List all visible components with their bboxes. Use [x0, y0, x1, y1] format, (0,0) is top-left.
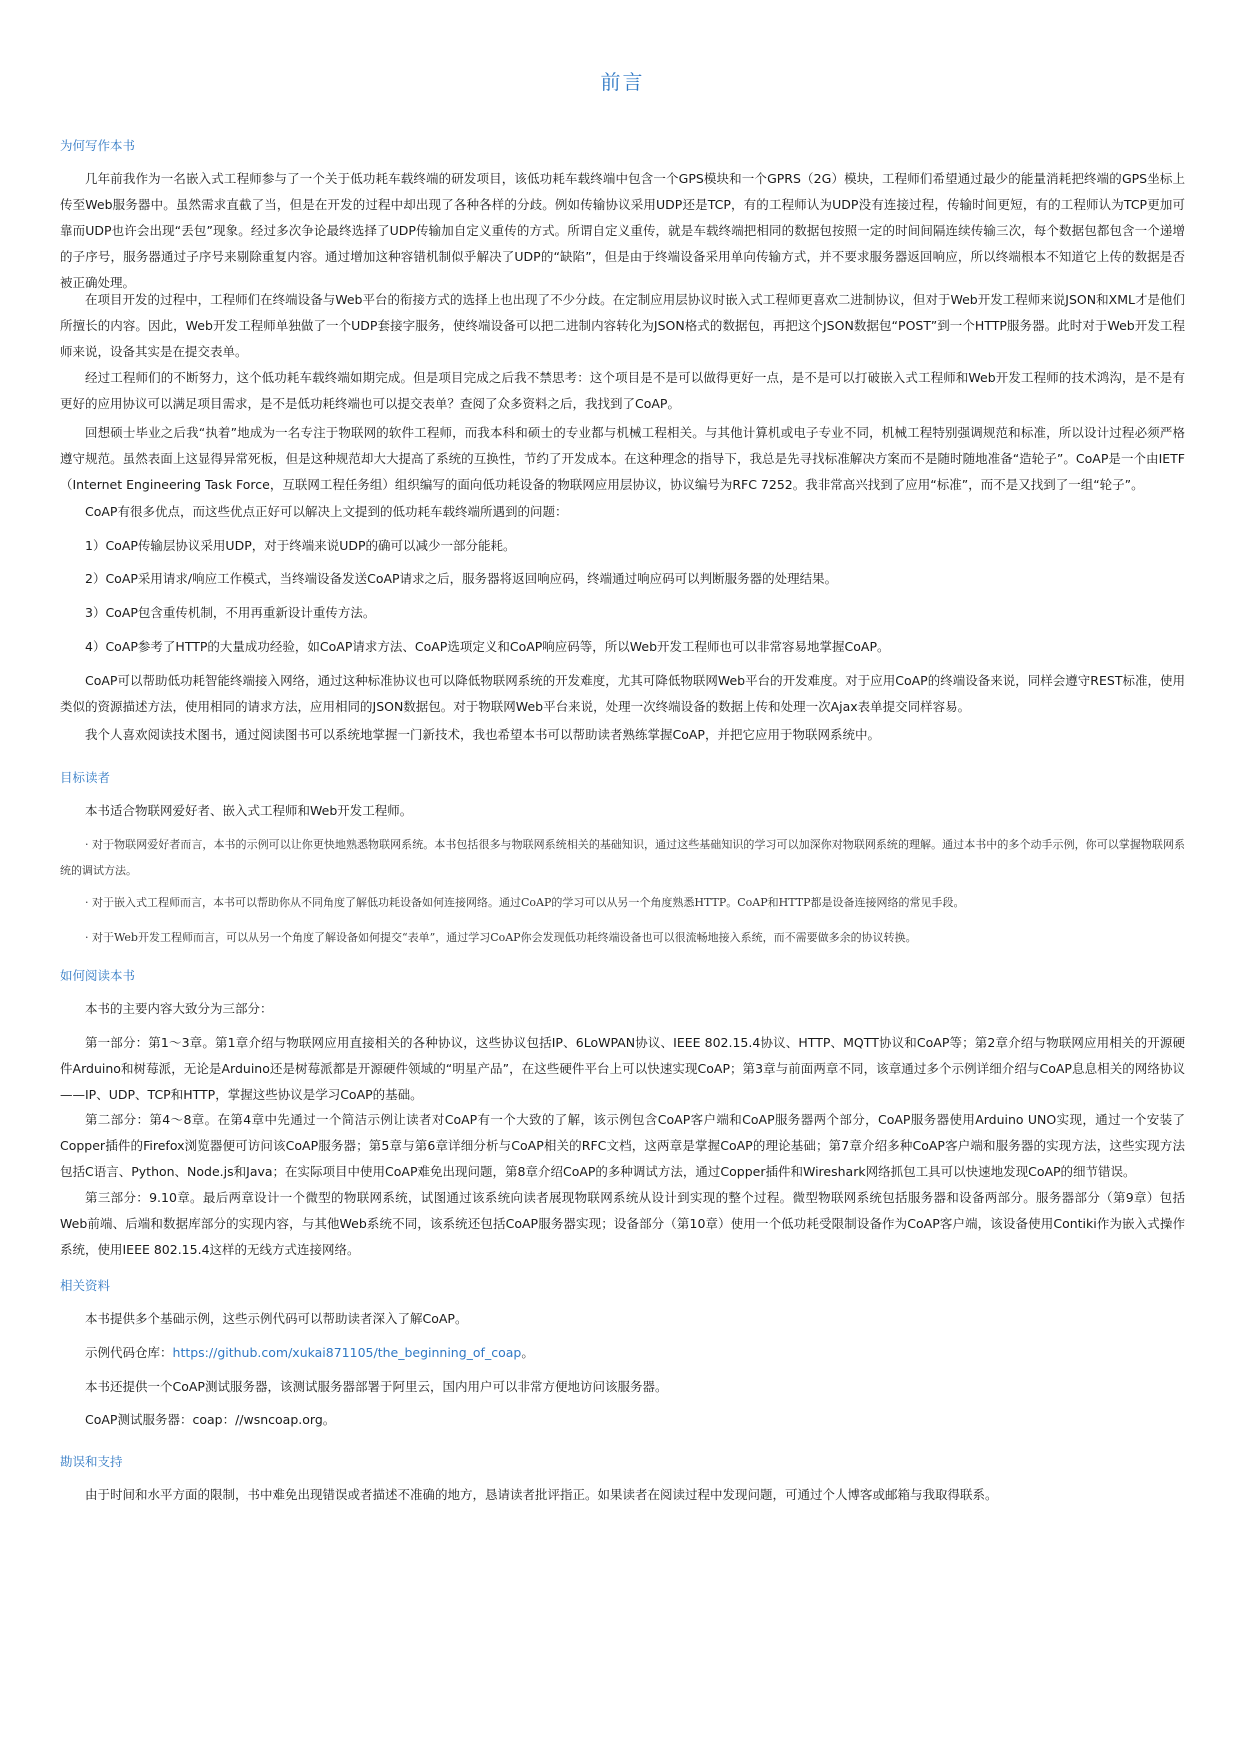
paragraph: 第三部分：9.10章。最后两章设计一个微型的物联网系统，试图通过该系统向读者展现物联网系统从设计到实现的整个过程。微型物联网系统包括服务器和设备两部分。服务器部分（第9章）包括Web前端、后端和数据库部分的实现内容，与其他Web系统不同，该系统还包括CoAP服务器实现；设备部分（第10章）使用一个低功耗受限制设备作为CoAP客户端，该设备使用Contiki作为嵌入式操作系统，使用IEEE 802.15.4这样的无线方式连接网络。: [60, 1190, 1185, 1257]
list-item: · 对于Web开发工程师而言，可以从另一个角度了解设备如何提交“表单”，通过学习CoAP你会发现低功耗终端设备也可以很流畅地接入系统，而不需要做多余的协议转换。: [85, 931, 917, 944]
section-heading-errata: 勘误和支持: [60, 1454, 123, 1469]
paragraph: 本书适合物联网爱好者、嵌入式工程师和Web开发工程师。: [85, 803, 413, 818]
page-title: 前言: [600, 70, 645, 94]
paragraph: 本书的主要内容大致分为三部分：: [85, 1001, 273, 1016]
section-heading-resources: 相关资料: [60, 1278, 111, 1293]
paragraph: 我个人喜欢阅读技术图书，通过阅读图书可以系统地掌握一门新技术，我也希望本书可以帮助读者熟练掌握CoAP，并把它应用于物联网系统中。: [85, 727, 880, 742]
repo-label: 示例代码仓库：: [85, 1345, 173, 1360]
section-heading-readers: 目标读者: [60, 770, 111, 785]
list-item: 2）CoAP采用请求/响应工作模式，当终端设备发送CoAP请求之后，服务器将返回响应码，终端通过响应码可以判断服务器的处理结果。: [85, 571, 838, 586]
paragraph: 第一部分：第1～3章。第1章介绍与物联网应用直接相关的各种协议，这些协议包括IP、6LoWPAN协议、IEEE 802.15.4协议、HTTP、MQTT协议和CoAP等；第2章介绍与物联网应用相关的开源硬件Arduino和树莓派，无论是Arduino还是树莓派都是开源硬件领域的“明星产品”，在这些硬件平台上可以快速实现CoAP；第3章与前面两章不同，该章通过多个示例详细介绍与CoAP息息相关的网络协议——IP、UDP、TCP和HTTP，掌握这些协议是学习CoAP的基础。: [60, 1035, 1185, 1102]
section-heading-howto: 如何阅读本书: [60, 968, 136, 983]
list-item: 3）CoAP包含重传机制，不用再重新设计重传方法。: [85, 605, 376, 620]
paragraph: 经过工程师们的不断努力，这个低功耗车载终端如期完成。但是项目完成之后我不禁思考：这个项目是不是可以做得更好一点，是不是可以打破嵌入式工程师和Web开发工程师的技术鸿沟，是不是有更好的应用协议可以满足项目需求，是不是低功耗终端也可以提交表单？查阅了众多资料之后，我找到了CoAP。: [60, 370, 1185, 411]
repo-link[interactable]: https://github.com/xukai871105/the_beginning_of_coap: [172, 1345, 522, 1360]
list-item: · 对于物联网爱好者而言，本书的示例可以让你更快地熟悉物联网系统。本书包括很多与物联网系统相关的基础知识，通过这些基础知识的学习可以加深你对物联网系统的理解。通过本书中的多个动手示例，你可以掌握物联网系统的调试方法。: [60, 838, 1185, 877]
repo-suffix: 。: [521, 1345, 534, 1360]
paragraph: 几年前我作为一名嵌入式工程师参与了一个关于低功耗车载终端的研发项目，该低功耗车载终端中包含一个GPS模块和一个GPRS（2G）模块，工程师们希望通过最少的能量消耗把终端的GPS坐标上传至Web服务器中。虽然需求直截了当，但是在开发的过程中却出现了各种各样的分歧。例如传输协议采用UDP还是TCP，有的工程师认为UDP没有连接过程，传输时间更短，有的工程师认为TCP更加可靠而UDP也许会出现“丢包”现象。经过多次争论最终选择了UDP传输加自定义重传的方式。所谓自定义重传，就是车载终端把相同的数据包按照一定的时间间隔连续传输三次，每个数据包都包含一个递增的子序号，服务器通过子序号来剔除重复内容。通过增加这种容错机制似乎解决了UDP的“缺陷”，但是由于终端设备采用单向传输方式，并不要求服务器返回响应，所以终端根本不知道它上传的数据是否被正确处理。: [60, 171, 1185, 290]
paragraph: 由于时间和水平方面的限制，书中难免出现错误或者描述不准确的地方，恳请读者批评指正。如果读者在阅读过程中发现问题，可通过个人博客或邮箱与我取得联系。: [85, 1487, 998, 1502]
list-item: · 对于嵌入式工程师而言，本书可以帮助你从不同角度了解低功耗设备如何连接网络。通过CoAP的学习可以从另一个角度熟悉HTTP。CoAP和HTTP都是设备连接网络的常见手段。: [85, 896, 965, 909]
paragraph: 回想硕士毕业之后我“执着”地成为一名专注于物联网的软件工程师，而我本科和硕士的专业都与机械工程相关。与其他计算机或电子专业不同，机械工程特别强调规范和标准，所以设计过程必须严格遵守规范。虽然表面上这显得异常死板，但是这种规范却大大提高了系统的互换性，节约了开发成本。在这种理念的指导下，我总是先寻找标准解决方案而不是随时随地准备“造轮子”。CoAP是一个由IETF（Internet Engineering Task Force，互联网工程任务组）组织编写的面向低功耗设备的物联网应用层协议，协议编号为RFC 7252。我非常高兴找到了应用“标准”，而不是又找到了一组“轮子”。: [60, 425, 1185, 492]
repo-line: [60, 1340, 1185, 1366]
paragraph: CoAP可以帮助低功耗智能终端接入网络，通过这种标准协议也可以降低物联网系统的开发难度，尤其可降低物联网Web平台的开发难度。对于应用CoAP的终端设备来说，同样会遵守REST标准，使用类似的资源描述方法，使用相同的请求方法，应用相同的JSON数据包。对于物联网Web平台来说，处理一次终端设备的数据上传和处理一次Ajax表单提交同样容易。: [60, 673, 1185, 714]
list-item: 1）CoAP传输层协议采用UDP，对于终端来说UDP的确可以减少一部分能耗。: [85, 538, 516, 553]
paragraph: 在项目开发的过程中，工程师们在终端设备与Web平台的衔接方式的选择上也出现了不少分歧。在定制应用层协议时嵌入式工程师更喜欢二进制协议，但对于Web开发工程师来说JSON和XML才是他们所擅长的内容。因此，Web开发工程师单独做了一个UDP套接字服务，使终端设备可以把二进制内容转化为JSON格式的数据包，再把这个JSON数据包“POST”到一个HTTP服务器。此时对于Web开发工程师来说，设备其实是在提交表单。: [60, 292, 1185, 359]
paragraph: CoAP测试服务器：coap：//wsncoap.org。: [85, 1412, 336, 1427]
paragraph: CoAP有很多优点，而这些优点正好可以解决上文提到的低功耗车载终端所遇到的问题：: [85, 504, 568, 519]
paragraph: 第二部分：第4～8章。在第4章中先通过一个简洁示例让读者对CoAP有一个大致的了解，该示例包含CoAP客户端和CoAP服务器两个部分，CoAP服务器使用Arduino UNO实现，通过一个安装了Copper插件的Firefox浏览器便可访问该CoAP服务器；第5章与第6章详细分析与CoAP相关的RFC文档，这两章是掌握CoAP的理论基础；第7章介绍多种CoAP客户端和服务器的实现方法，这些实现方法包括C语言、Python、Node.js和Java；在实际项目中使用CoAP难免出现问题，第8章介绍CoAP的多种调试方法，通过Copper插件和Wireshark网络抓包工具可以快速地发现CoAP的细节错误。: [60, 1112, 1185, 1179]
paragraph: 本书提供多个基础示例，这些示例代码可以帮助读者深入了解CoAP。: [85, 1311, 468, 1326]
section-heading-why: 为何写作本书: [60, 138, 136, 153]
paragraph: 本书还提供一个CoAP测试服务器，该测试服务器部署于阿里云，国内用户可以非常方便地访问该服务器。: [85, 1379, 668, 1394]
list-item: 4）CoAP参考了HTTP的大量成功经验，如CoAP请求方法、CoAP选项定义和CoAP响应码等，所以Web开发工程师也可以非常容易地掌握CoAP。: [85, 639, 890, 654]
